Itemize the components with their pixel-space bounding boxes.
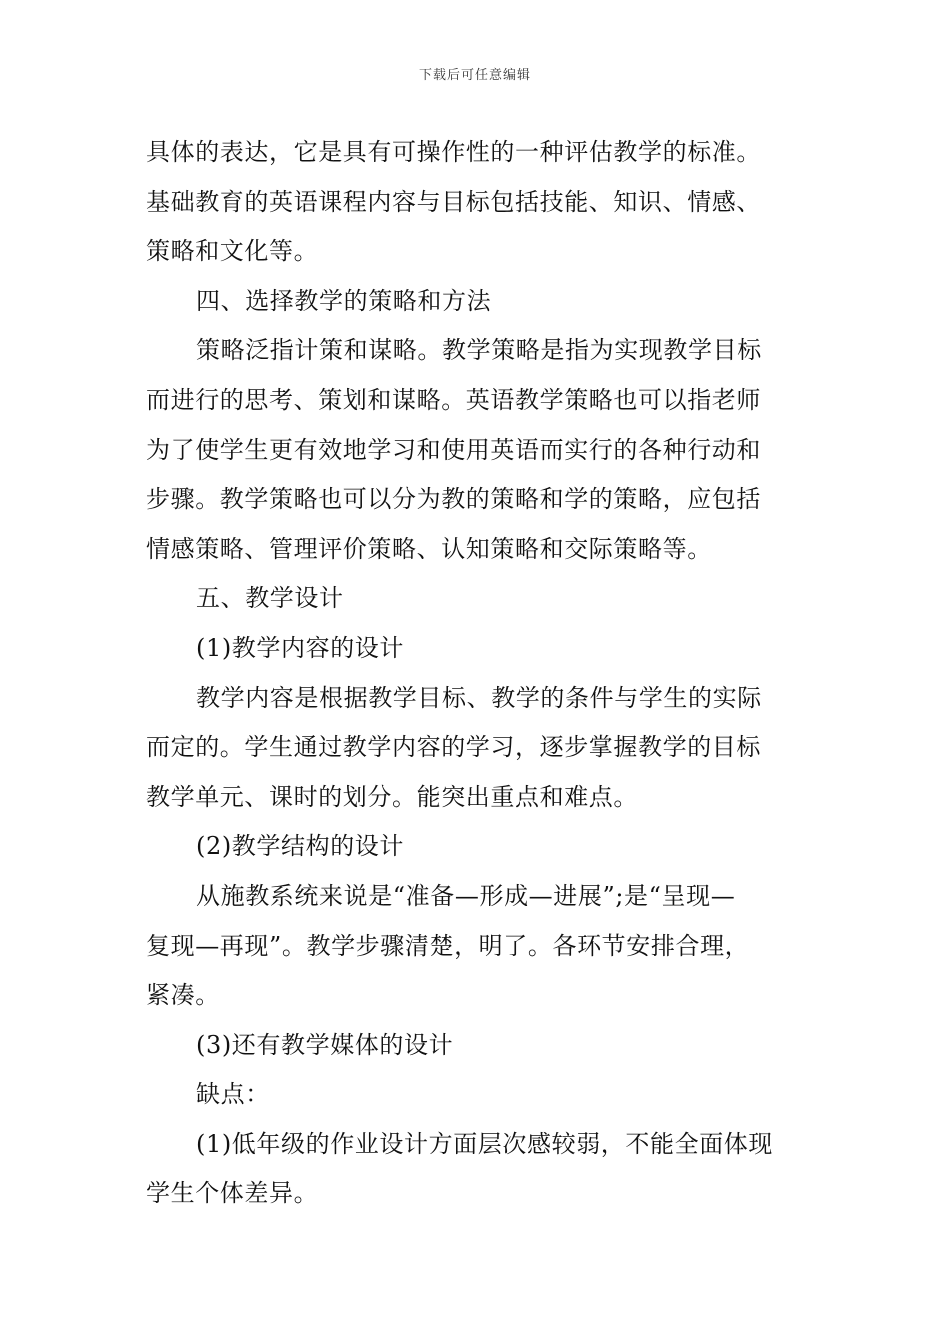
text-line: 策略泛指计策和谋略。教学策略是指为实现教学目标 bbox=[196, 336, 762, 365]
text-line: 教学内容是根据教学目标、教学的条件与学生的实际 bbox=[196, 683, 762, 712]
text-line: 情感策略、管理评价策略、认知策略和交际策略等。 bbox=[146, 534, 712, 563]
text-line: 教学单元、课时的划分。能突出重点和难点。 bbox=[146, 782, 638, 811]
text-line: (1)低年级的作业设计方面层次感较弱，不能全面体现 bbox=[196, 1129, 773, 1158]
text-line: 为了使学生更有效地学习和使用英语而实行的各种行动和 bbox=[146, 435, 761, 464]
section-heading: 缺点： bbox=[196, 1080, 270, 1109]
text-line: 具体的表达，它是具有可操作性的一种评估教学的标准。 bbox=[146, 138, 761, 166]
section-heading: 五、教学设计 bbox=[196, 584, 344, 613]
text-line: 紧凑。 bbox=[146, 981, 220, 1010]
text-line: 学生个体差异。 bbox=[146, 1179, 319, 1208]
section-heading: 四、选择教学的策略和方法 bbox=[196, 286, 492, 315]
text-line: 复现—再现”。教学步骤清楚，明了。各环节安排合理， bbox=[146, 931, 750, 960]
page-header: 下载后可任意编辑 bbox=[418, 68, 531, 83]
subsection-heading: (2)教学结构的设计 bbox=[196, 832, 404, 861]
text-line: 而定的。学生通过教学内容的学习，逐步掌握教学的目标 bbox=[146, 733, 761, 762]
document-body bbox=[146, 128, 810, 1219]
subsection-heading: (3)还有教学媒体的设计 bbox=[196, 1030, 454, 1059]
text-line: 步骤。教学策略也可以分为教的策略和学的策略，应包括 bbox=[146, 485, 761, 514]
text-line: 而进行的思考、策划和谋略。英语教学策略也可以指老师 bbox=[146, 385, 761, 414]
subsection-heading: (1)教学内容的设计 bbox=[196, 633, 404, 662]
text-line: 策略和文化等。 bbox=[146, 237, 319, 266]
text-line: 从施教系统来说是“准备—形成—进展”;是“呈现— bbox=[196, 881, 736, 910]
text-line: 基础教育的英语课程内容与目标包括技能、知识、情感、 bbox=[146, 187, 761, 216]
